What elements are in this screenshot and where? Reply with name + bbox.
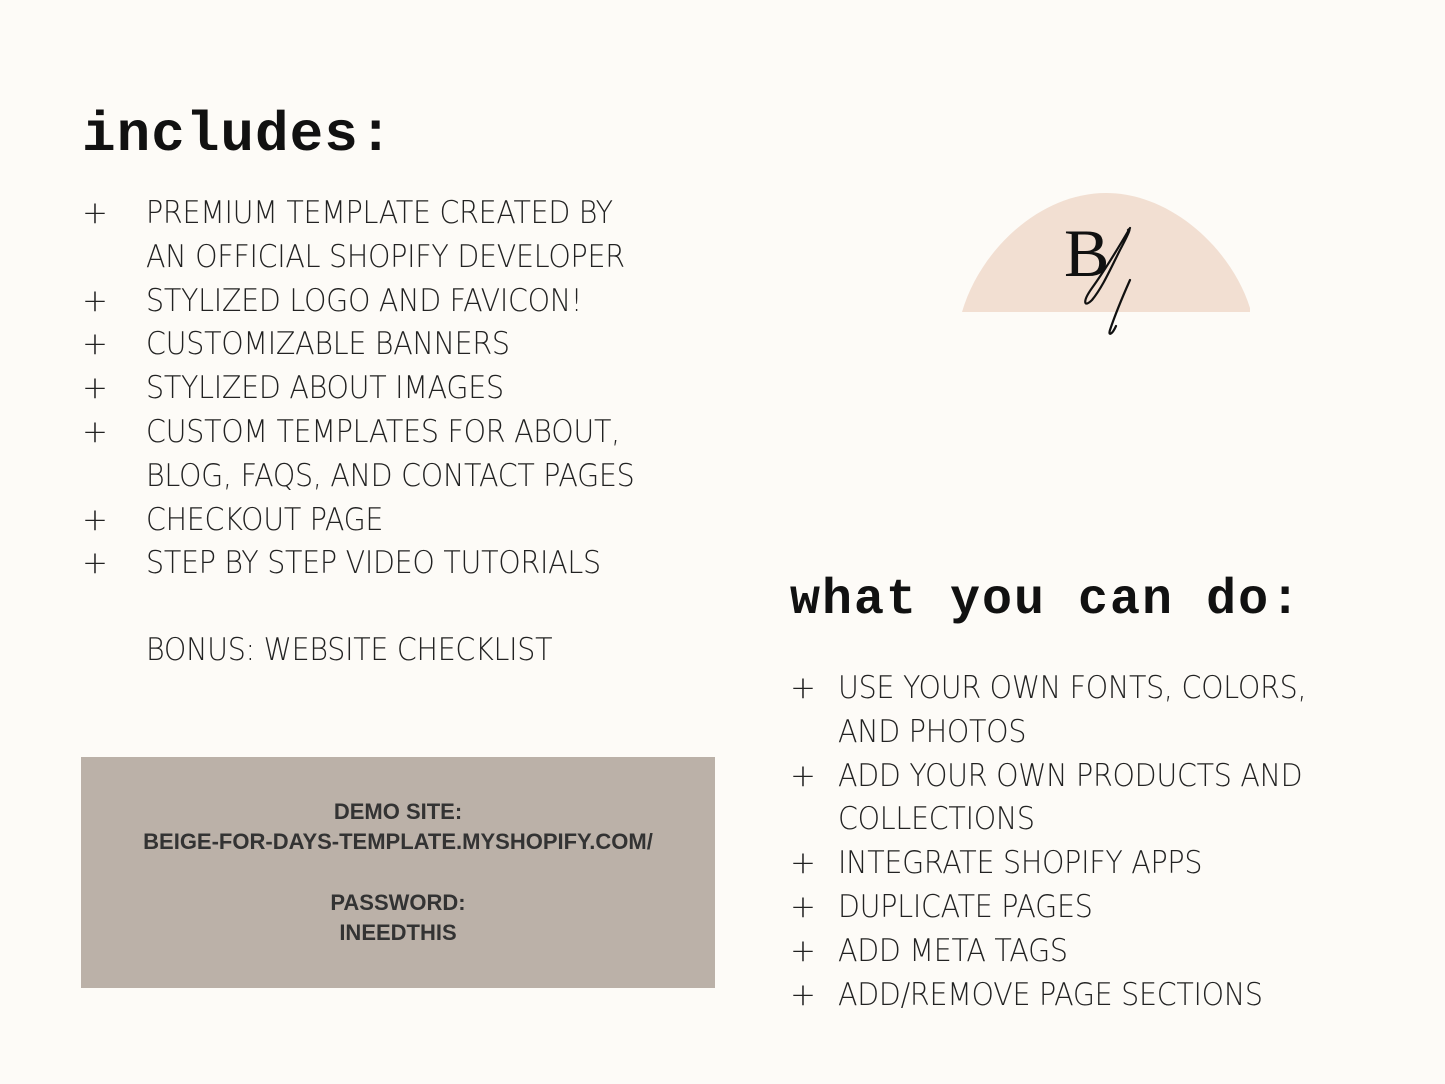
password-label: PASSWORD: [330, 890, 466, 915]
plus-icon: + [790, 845, 816, 882]
logo-arch-icon [960, 190, 1252, 340]
list-item: + STYLIZED ABOUT IMAGES [82, 367, 762, 411]
plus-icon: + [790, 976, 816, 1013]
list-item: + CHECKOUT PAGE [82, 499, 762, 543]
includes-heading: includes: [82, 103, 394, 167]
plus-icon: + [82, 545, 108, 582]
list-item: + USE YOUR OWN FONTS, COLORS, AND PHOTOS [790, 667, 1430, 755]
monogram-b: B [1064, 215, 1110, 291]
plus-icon: + [82, 370, 108, 407]
password-value: INEEDTHIS [339, 920, 457, 945]
plus-icon: + [82, 326, 108, 363]
plus-icon: + [82, 413, 108, 450]
list-item: + CUSTOMIZABLE BANNERS [82, 323, 762, 367]
list-item: + ADD/REMOVE PAGE SECTIONS [790, 974, 1430, 1018]
plus-icon: + [82, 282, 108, 319]
bonus-text: BONUS: WEBSITE CHECKLIST [146, 632, 553, 668]
plus-icon: + [82, 195, 108, 231]
list-item: + PREMIUM TEMPLATE CREATED BY AN OFFICIAL SHOPIFY DEVELOPER [82, 192, 762, 280]
includes-list [82, 192, 762, 586]
brand-logo [960, 190, 1252, 340]
list-item: + INTEGRATE SHOPIFY APPS [790, 842, 1430, 886]
plus-icon: + [790, 670, 816, 706]
list-item: + CUSTOM TEMPLATES FOR ABOUT, BLOG, FAQS, AND CONTACT PAGES [82, 411, 762, 499]
list-item: + ADD META TAGS [790, 930, 1430, 974]
list-item: + STYLIZED LOGO AND FAVICON! [82, 280, 762, 324]
list-item: + DUPLICATE PAGES [790, 886, 1430, 930]
demo-info-box [81, 757, 715, 988]
plus-icon: + [82, 501, 108, 538]
demo-site-label: DEMO SITE: [333, 799, 463, 824]
plus-icon: + [790, 888, 816, 925]
list-item: + ADD YOUR OWN PRODUCTS AND COLLECTIONS [790, 755, 1430, 843]
what-you-can-do-heading: what you can do: [790, 572, 1303, 629]
plus-icon: + [790, 757, 816, 794]
list-item: + STEP BY STEP VIDEO TUTORIALS [82, 542, 762, 586]
demo-site-url[interactable]: BEIGE-FOR-DAYS-TEMPLATE.MYSHOPIFY.COM/ [143, 829, 653, 854]
what-you-can-do-list [790, 667, 1430, 1017]
plus-icon: + [790, 932, 816, 969]
